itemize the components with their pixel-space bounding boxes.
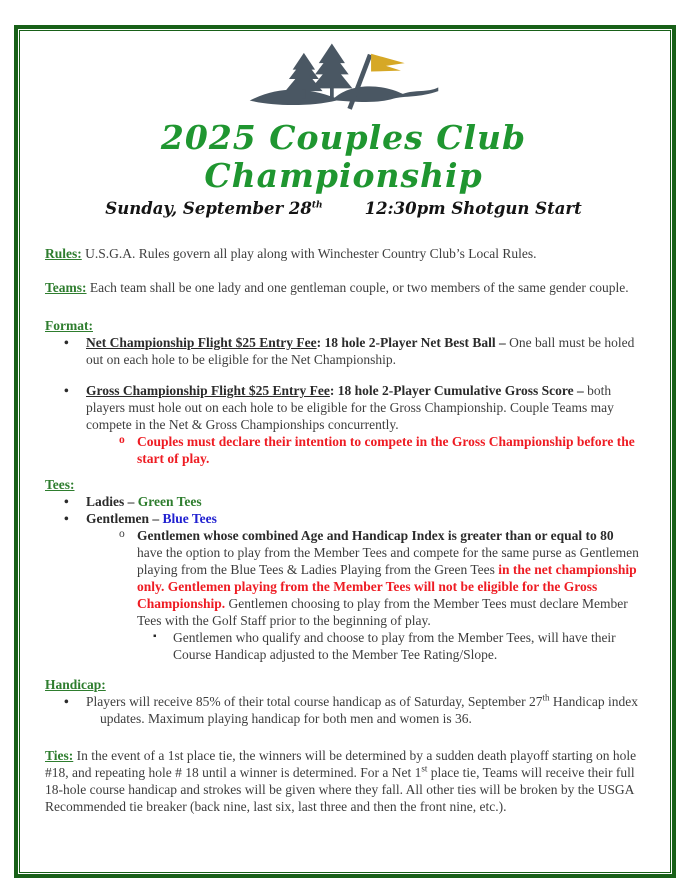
gross-declare-item (45, 433, 642, 467)
handicap-heading: Handicap: (45, 677, 106, 692)
gross-flight-item (45, 382, 642, 433)
teams-text: Each team shall be one lady and one gentleman couple, or two members of the same gender couple. (89, 280, 629, 295)
event-date-ordinal: th (311, 200, 323, 211)
handicap-heading-row (45, 676, 642, 693)
tees-heading-row (45, 476, 642, 493)
event-subtitle (45, 198, 642, 219)
handicap-text2: Handicap index updates. Maximum playing handicap for both men and women is 36. (100, 694, 638, 726)
format-heading-row (45, 317, 642, 334)
handicap-item (45, 693, 642, 727)
bullet-dot-icon: • (64, 383, 69, 398)
gentlemen-tee-color: Blue Tees (162, 511, 217, 526)
pine-trees-golf-flag-icon (246, 41, 442, 117)
tees-section (45, 476, 642, 663)
flyer-content (18, 29, 672, 874)
rules-text: U.S.G.A. Rules govern all play along with Winchester Country Club’s Local Rules. (85, 246, 537, 261)
member-tees-item (45, 527, 642, 629)
event-title: 2025 Couples Club Championship (160, 118, 527, 195)
rules-heading: Rules: (45, 246, 82, 261)
ties-text1: In the event of a 1st place tie, the winners will be determined by a sudden death playoff starting on hole #18, and repeating hole # 18 until a winner is determined. For a Net 1 (45, 748, 637, 780)
ladies-tee-color: Green Tees (137, 494, 202, 509)
ladies-tees-item (45, 493, 642, 510)
rules-section (45, 245, 642, 262)
gentlemen-tees-item (45, 510, 642, 527)
member-tees-text2: Gentlemen choosing to play from the Member Tees must declare Member Tees with the Golf Staff prior to the beginning of play. (137, 596, 628, 628)
member-tees-bold: Gentlemen whose combined Age and Handicap Index is greater than or equal to 80 (137, 528, 614, 543)
event-time: 12:30pm Shotgun Start (364, 199, 582, 218)
bullet-square-icon: ▪ (153, 631, 157, 642)
ladies-label: Ladies – (86, 494, 138, 509)
bullet-dot-icon: • (64, 494, 69, 509)
page-border (14, 25, 676, 878)
ties-ordinal: st (421, 763, 428, 774)
format-heading: Format: (45, 318, 93, 333)
bullet-circle-icon: o (119, 434, 125, 446)
tees-heading: Tees: (45, 477, 75, 492)
bullet-dot-icon: • (64, 694, 69, 709)
net-flight-title: Net Championship Flight $25 Entry Fee (86, 335, 317, 350)
club-logo (45, 41, 642, 119)
bullet-dot-icon: • (64, 335, 69, 350)
net-flight-text: One ball must be holed out on each hole to be eligible for the Net Championship. (86, 335, 635, 367)
member-tees-text1: have the option to play from the Member Tees and compete for the same purse as Gentlemen playing from the Blue Tees & Ladies Playing from the Green Tees (137, 545, 639, 577)
ties-text2: place tie, Teams will receive their full 18-hole course handicap and strokes will be given where they fall. All other ties will be broken by the USGA Recommended tie breaker (back nine, last six, last three and then the front nine, etc.). (45, 765, 635, 814)
net-flight-bold: : 18 hole 2-Player Net Best Ball – (316, 335, 510, 350)
net-flight-item (45, 334, 642, 368)
member-qualify-item (45, 629, 642, 663)
bullet-circle-icon: o (119, 528, 125, 540)
ties-heading: Ties: (45, 748, 74, 763)
teams-section (45, 279, 642, 296)
teams-heading: Teams: (45, 280, 87, 295)
gross-flight-title: Gross Championship Flight $25 Entry Fee (86, 383, 330, 398)
member-tees-red: in the net championship only. Gentlemen playing from the Member Tees will not be eligible for the Gross Championship. (137, 562, 637, 611)
member-qualify-text: Gentlemen who qualify and choose to play from the Member Tees, will have their Course Handicap adjusted to the Member Tee Rating/Slope. (173, 630, 616, 662)
bullet-dot-icon: • (64, 511, 69, 526)
gentlemen-label: Gentlemen – (86, 511, 163, 526)
format-section (45, 317, 642, 467)
handicap-text1: Players will receive 85% of their total course handicap as of Saturday, September 27 (86, 694, 543, 709)
handicap-section (45, 676, 642, 727)
gross-flight-bold: : 18 hole 2-Player Cumulative Gross Score – (329, 383, 588, 398)
gross-flight-text: both players must hole out on each hole to be eligible for the Gross Championship. Couple Teams may compete in the Net & Gross Championships concurrently. (86, 383, 614, 432)
event-date: Sunday, September 28 (105, 199, 312, 218)
gross-declare-text: Couples must declare their intention to compete in the Gross Championship before the start of play. (137, 434, 635, 466)
handicap-ordinal: th (542, 692, 550, 703)
handicap-text-wrap (86, 693, 642, 727)
ties-section (45, 747, 642, 815)
